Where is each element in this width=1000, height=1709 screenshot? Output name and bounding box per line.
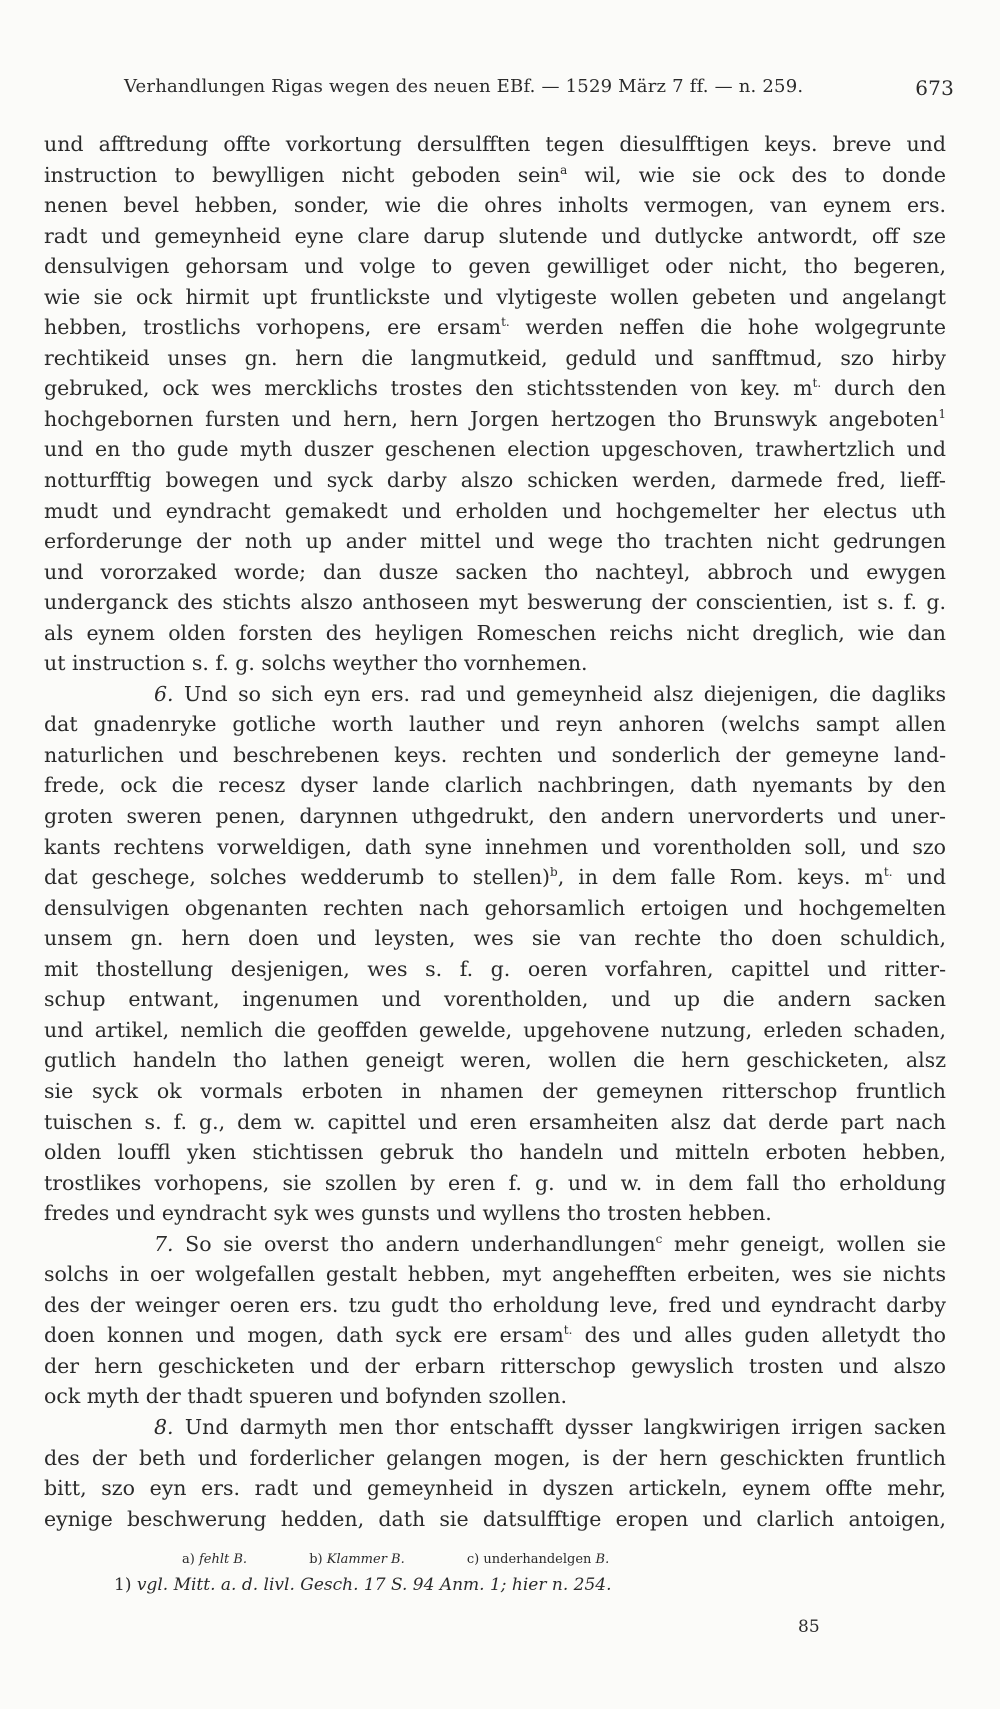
text-segment: groten sweren penen, darynnen uthgedrukt, den andern unervorderts und uner- [44,804,946,829]
text-line [44,648,946,679]
footnote-1-label: 1) [114,1575,132,1595]
text-line [44,1076,946,1107]
text-line [44,160,946,191]
footnote-a-label: a) [182,1552,195,1567]
text-line [44,679,946,710]
text-line [44,557,946,588]
text-segment: instruction to bewylligen nicht geboden sein [44,162,561,187]
text-line [44,1504,946,1535]
paragraph-number: 6. [154,681,174,706]
text-line [44,1381,946,1412]
text-line [44,251,946,282]
text-line [44,801,946,832]
text-line [44,984,946,1015]
text-segment: underganck des stichts alszo anthoseen myt beswerung der conscientien, ist s. f. g. [44,590,946,615]
text-segment: olden louffl yken stichtissen gebruk tho handeln und mitteln erboten hebben, [44,1140,946,1165]
text-segment: wie sie ock hirmit upt fruntlickste und vlytigeste wollen gebeten und angelangt [44,284,946,309]
text-segment: So sie overst tho andern underhandlungen [173,1231,656,1256]
text-line [44,1198,946,1229]
footnote-marker: t. [563,1323,573,1338]
text-segment: bitt, szo eyn ers. radt und gemeynheid in dyszen artickeln, eynem offte mehr, [44,1476,946,1501]
text-segment: hebben, trostlichs vorhopens, ere ersam [44,315,502,340]
text-line [44,434,946,465]
text-line [44,465,946,496]
text-segment: Und darmyth men thor entschafft dysser langkwirigen irrigen sacken [173,1414,946,1439]
text-segment: dat gnadenryke gotliche worth lauther und reyn anhoren (welchs sampt allen [44,712,946,737]
text-segment: durch den [821,376,946,401]
text-segment: trostlikes vorhopens, sie szollen by eren f. g. und w. in dem fall tho erholdung [44,1170,946,1195]
paragraph-number: 7. [154,1231,174,1256]
text-line [44,312,946,343]
text-segment: naturlichen und beschrebenen keys. rechten und sonderlich der gemeyne land- [44,742,946,767]
text-segment: mudt und eyndracht gemakedt und erholden und hochgemelter her electus uth [44,498,946,523]
footnote-1 [114,1575,612,1595]
footnote-marker: 1 [938,407,946,422]
text-segment: densulvigen obgenanten rechten nach gehorsamlich ertoigen und hochgemelten [44,895,946,920]
text-line [44,954,946,985]
footnote-b-label: b) [309,1552,323,1567]
text-segment: schup entwant, ingenumen und vorentholden, und up die andern sacken [44,987,946,1012]
footnote-marker: c [655,1231,663,1246]
text-segment: dat geschege, solches wedderumb to stellen) [44,865,551,890]
footnote-marker: t. [812,376,822,391]
text-line [44,740,946,771]
footnote-c-text: underhandelgen [483,1552,592,1567]
text-segment: und en tho gude myth duszer geschenen election upgeschoven, trawhertzlich und [44,437,946,462]
text-segment: radt und gemeynheid eyne clare darup slutende und dutlycke antwordt, off sze [44,223,946,248]
text-line [44,1320,946,1351]
text-segment: als eynem olden forsten des heyligen Romeschen reichs nicht dreglich, wie dan [44,620,946,645]
body-text [44,129,946,1534]
text-segment: notturfftig bowegen und syck darby alszo schicken werden, darmede fred, lieff- [44,468,946,493]
text-line [44,1351,946,1382]
text-segment: fredes und eyndracht syk wes gunsts und wyllens tho trosten hebben. [44,1201,772,1226]
text-segment: und vororzaked worde; dan dusze sacken tho nachteyl, abbroch und ewygen [44,559,946,584]
text-line [44,1259,946,1290]
text-line [44,1168,946,1199]
footnote-marker: a [560,162,568,177]
text-line [44,587,946,618]
text-segment: frede, ock die recesz dyser lande clarlich nachbringen, dath nyemants by den [44,773,946,798]
text-line [44,709,946,740]
text-segment: nenen bevel hebben, sonder, wie die ohres inholts vermogen, van eynem ers. [44,193,946,218]
signature-mark: 85 [798,1617,820,1637]
text-line [44,1015,946,1046]
text-segment: gebruked, ock wes mercklichs trostes den stichtsstenden von key. m [44,376,813,401]
text-segment: wil, wie sie ock des to donde [567,162,946,187]
running-header [124,72,954,102]
running-title: Verhandlungen Rigas wegen des neuen EBf. — 1529 März 7 ff. — n. 259. [124,76,804,97]
footnote-marker: t. [501,315,510,330]
text-line [44,770,946,801]
text-line [44,221,946,252]
text-line [44,190,946,221]
text-line [44,1045,946,1076]
text-segment: kants rechtens vorweldigen, dath syne innehmen und vorentholden soll, und szo [44,834,946,859]
text-segment: und afftredung offte vorkortung dersulfften tegen diesulfftigen keys. breve und [44,132,946,156]
text-segment: des der beth und forderlicher gelangen mogen, is der hern geschickten fruntlich [44,1445,946,1470]
text-segment: gutlich handeln tho lathen geneigt weren, wollen die hern geschicketen, alsz [44,1048,946,1073]
paragraph-number: 8. [154,1414,174,1439]
footnote-c-source: B. [595,1552,610,1567]
text-segment: sie syck ok vormals erboten in nhamen der gemeynen ritterschop fruntlich [44,1078,946,1103]
text-segment: hochgebornen fursten und hern, hern Jorgen hertzogen tho Brunswyk angeboten [44,406,939,431]
text-segment: des der weinger oeren ers. tzu gudt tho erholdung leve, fred und eyndracht darby [44,1292,946,1317]
footnote-a [182,1552,251,1567]
text-line [44,282,946,313]
text-line [44,1290,946,1321]
text-line [44,526,946,557]
text-line [44,496,946,527]
letter-footnotes [182,1552,667,1567]
footnote-c [467,1552,609,1567]
text-segment: densulvigen gehorsam und volge to geven gewilliget oder nicht, tho begeren, [44,254,946,279]
page-number: 673 [915,76,954,100]
text-line [44,129,946,160]
text-segment: rechtikeid unses gn. hern die langmutkeid, geduld und sanfftmud, szo hirby [44,345,946,370]
text-segment: , in dem falle Rom. keys. m [557,865,884,890]
footnote-a-text: fehlt B. [198,1552,248,1567]
text-line [44,832,946,863]
text-line [44,373,946,404]
footnote-b-text: Klammer B. [326,1552,405,1567]
text-segment: Und so sich eyn ers. rad und gemeynheid alsz diejenigen, die dagliks [173,681,946,706]
text-line [44,1473,946,1504]
footnote-marker: b [550,865,558,880]
text-segment: erforderunge der noth up ander mittel und wege tho trachten nicht gedrungen [44,529,946,554]
text-segment: des und alles guden alletydt tho [572,1323,946,1348]
text-segment: mit thostellung desjenigen, wes s. f. g. oeren vorfahren, capittel und ritter- [44,956,946,981]
text-line [44,1107,946,1138]
text-segment: und [892,865,947,890]
footnote-marker: t. [883,865,893,880]
footnote-1-text: vgl. Mitt. a. d. livl. Gesch. 17 S. 94 Anm. 1; hier n. 254. [136,1575,612,1595]
text-line [44,862,946,893]
text-line [44,404,946,435]
text-line [44,1229,946,1260]
text-segment: und artikel, nemlich die geoffden gewelde, upgehovene nutzung, erleden schaden, [44,1017,946,1042]
text-segment: tuischen s. f. g., dem w. capittel und eren ersamheiten alsz dat derde part nach [44,1109,946,1134]
text-segment: eynige beschwerung hedden, dath sie datsulfftige eropen und clarlich antoigen, [44,1506,946,1531]
text-line [44,1443,946,1474]
text-line [44,1137,946,1168]
text-segment: doen konnen und mogen, dath syck ere ersam [44,1323,564,1348]
text-segment: mehr geneigt, wollen sie [662,1231,946,1256]
text-line [44,618,946,649]
text-segment: ock myth der thadt spueren und bofynden szollen. [44,1384,567,1409]
footnote-c-label: c) [466,1552,480,1567]
text-line [44,343,946,374]
text-line [44,893,946,924]
text-line [44,923,946,954]
text-segment: unsem gn. hern doen und leysten, wes sie van rechte tho doen schuldich, [44,926,946,951]
text-segment: der hern geschicketen und der erbarn ritterschop gewyslich trosten und alszo [44,1353,946,1378]
footnote-b [309,1552,409,1567]
text-line [44,1412,946,1443]
text-segment: ut instruction s. f. g. solchs weyther tho vornhemen. [44,651,588,676]
text-segment: werden neffen die hohe wolgegrunte [509,315,947,340]
text-segment: solchs in oer wolgefallen gestalt hebben, myt angehefften erbeiten, wes sie nichts [44,1262,946,1287]
